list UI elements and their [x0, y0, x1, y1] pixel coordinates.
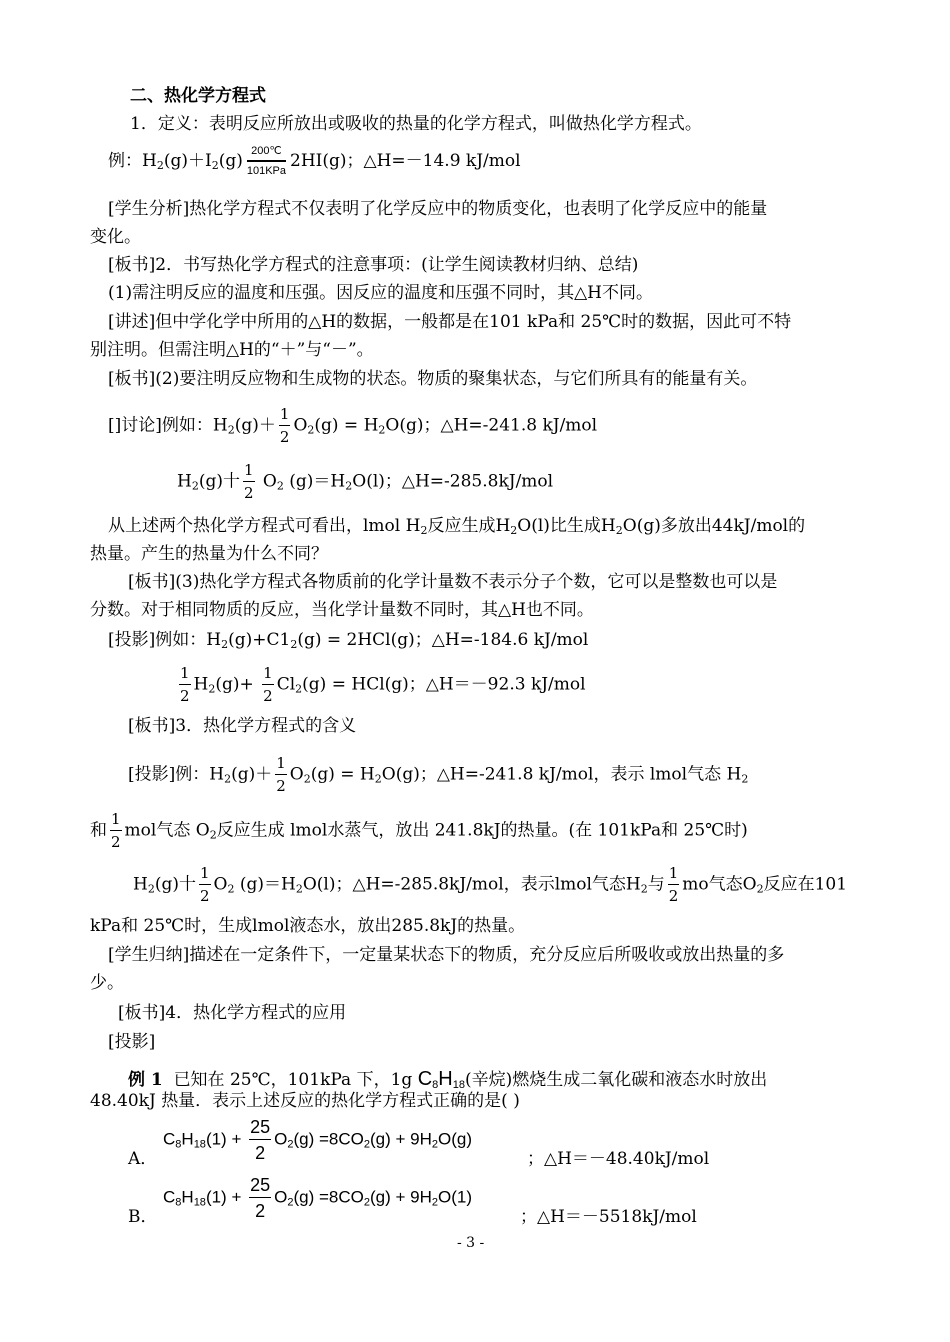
- paragraph-compare: 从上述两个热化学方程式可看出，lmol $H_2$反应生成$H_2O(l)$比生成$H_2O(g)$多放出44kJ/mol的: [108, 516, 806, 537]
- board-note-3-cont: 分数。对于相同物质的反应，当化学计量数不同时，其△H也不同。: [90, 600, 594, 620]
- projection-meaning-2-cont: kPa和 25℃时，生成lmol液态水，放出285.8kJ的热量。: [90, 916, 526, 936]
- student-summary-cont: 少。: [90, 973, 124, 993]
- projection-label: [投影]: [108, 1032, 156, 1052]
- board-note-state: [板书](2)要注明反应物和生成物的状态。物质的聚集状态，与它们所具有的能量有关。: [108, 369, 758, 389]
- example-label: 例 1: [128, 1070, 163, 1090]
- board-note-2: [板书]2．书写热化学方程式的注意事项：(让学生阅读教材归纳、总结): [108, 255, 639, 275]
- example-problem: 例 1 已知在 25℃，101kPa 下，1g $C_8H_{18}$(辛烷)燃烧生成二氧化碳和液态水时放出: [128, 1068, 768, 1091]
- projection-equation-2: $\frac{1}{2}$ $H_2(g)+$ $\frac{1}{2}$ $Cl_2(g) = HCl(g)$；△H＝－92.3 kJ/mol: [180, 664, 586, 705]
- fraction-half: $\frac{1}{2}$: [263, 664, 273, 705]
- fraction-half: $\frac{1}{2}$: [668, 864, 679, 905]
- student-summary: [学生归纳]描述在一定条件下，一定量某状态下的物质，充分反应后所吸收或放出热量的多: [108, 945, 785, 965]
- option-b-enthalpy: ；△H＝－5518kJ/mol: [520, 1207, 697, 1227]
- example-problem-cont: 48.40kJ 热量．表示上述反应的热化学方程式正确的是( ): [90, 1091, 520, 1111]
- page-number: - 3 -: [457, 1235, 485, 1251]
- projection-meaning-1: [投影]例：$H_2(g)+$ $\frac{1}{2}$ $O_2(g) = H_2O(g)$；△H=-241.8 kJ/mol，表示 lmol气态 $H_2$: [128, 754, 749, 795]
- example-equation: 例：$H_2(g)+I_2(g)$ 200℃ 101KPa 2HI(g)；△H=－14.9 kJ/mol: [108, 145, 521, 177]
- fraction-half: $\frac{1}{2}$: [276, 754, 286, 795]
- fraction-half: $\frac{1}{2}$: [180, 664, 190, 705]
- fraction-half: $\frac{1}{2}$: [111, 810, 121, 851]
- board-note-meaning: [板书]3．热化学方程式的含义: [128, 716, 357, 736]
- fraction-half: $\frac{1}{2}$: [279, 405, 290, 446]
- projection-equation-1: [投影]例如：$H_2(g)+C1_2(g) = 2HCl(g)$；△H=-184.6 kJ/mol: [108, 630, 589, 651]
- projection-meaning-2: $H_2(g)$十 $\frac{1}{2}$ $O_2$ $(g)=H_2O(l)$；△H=-285.8kJ/mol，表示lmol气态$H_2$与 $\frac{1}{2}$ mo气态$O_2$反应在101: [133, 864, 848, 905]
- student-analysis-cont: 变化。: [90, 227, 141, 247]
- projection-meaning-1-cont: 和 $\frac{1}{2}$ mol气态 $O_2$反应生成 lmol水蒸气，放出 241.8kJ的热量。(在 101kPa和 25℃时): [90, 810, 748, 851]
- lecture-text: [讲述]但中学化学中所用的△H的数据，一般都是在101 kPa和 25℃时的数据，因此可不特: [108, 312, 792, 332]
- lecture-text-cont: 别注明。但需注明△H的“＋”与“－”。: [90, 340, 374, 360]
- discussion-equation-1: []讨论]例如：$H_2(g)+$ $\frac{1}{2}$ $O_2(g) = H_2O(g)$；△H=-241.8 kJ/mol: [108, 405, 598, 446]
- board-note-3: [板书](3)热化学方程式各物质前的化学计量数不表示分子个数，它可以是整数也可以是: [128, 572, 778, 592]
- fraction-25-2: $\frac{25}{2}$: [250, 1117, 271, 1163]
- option-a-enthalpy: ；△H＝－48.40kJ/mol: [527, 1149, 710, 1169]
- option-b-equation: $C_8H_{18}(1)$ + $\frac{25}{2}$ $O_2(g) =8CO_2(g) + 9H_2O(1)$: [163, 1175, 473, 1221]
- board-note-4: [板书]4．热化学方程式的应用: [118, 1003, 347, 1023]
- fraction-half: $\frac{1}{2}$: [199, 864, 210, 905]
- octane-formula: $C_8H_{18}$: [417, 1068, 465, 1091]
- section-heading: 二、热化学方程式: [130, 86, 266, 106]
- paragraph-compare-cont: 热量。产生的热量为什么不同？: [90, 544, 328, 564]
- fraction-25-2: $\frac{25}{2}$: [250, 1175, 271, 1221]
- note-1: (1)需注明反应的温度和压强。因反应的温度和压强不同时，其△H不同。: [108, 283, 653, 303]
- definition-text: 1．定义：表明反应所放出或吸收的热量的化学方程式，叫做热化学方程式。: [130, 114, 702, 134]
- option-a-equation: $C_8H_{18}(1)$ + $\frac{25}{2}$ $O_2(g) =8CO_2(g) + 9H_2O(g)$: [163, 1117, 473, 1163]
- discussion-equation-2: $H_2(g)$十 $\frac{1}{2}$ $O_2$ $(g)=H_2O(l)$；△H=-285.8kJ/mol: [177, 461, 554, 502]
- option-b-label: B．: [128, 1207, 158, 1227]
- option-a-label: A．: [128, 1149, 158, 1169]
- fraction-half: $\frac{1}{2}$: [243, 461, 254, 502]
- student-analysis: [学生分析]热化学方程式不仅表明了化学反应中的物质变化，也表明了化学反应中的能量: [108, 199, 768, 219]
- reaction-condition: 200℃ 101KPa: [246, 145, 287, 177]
